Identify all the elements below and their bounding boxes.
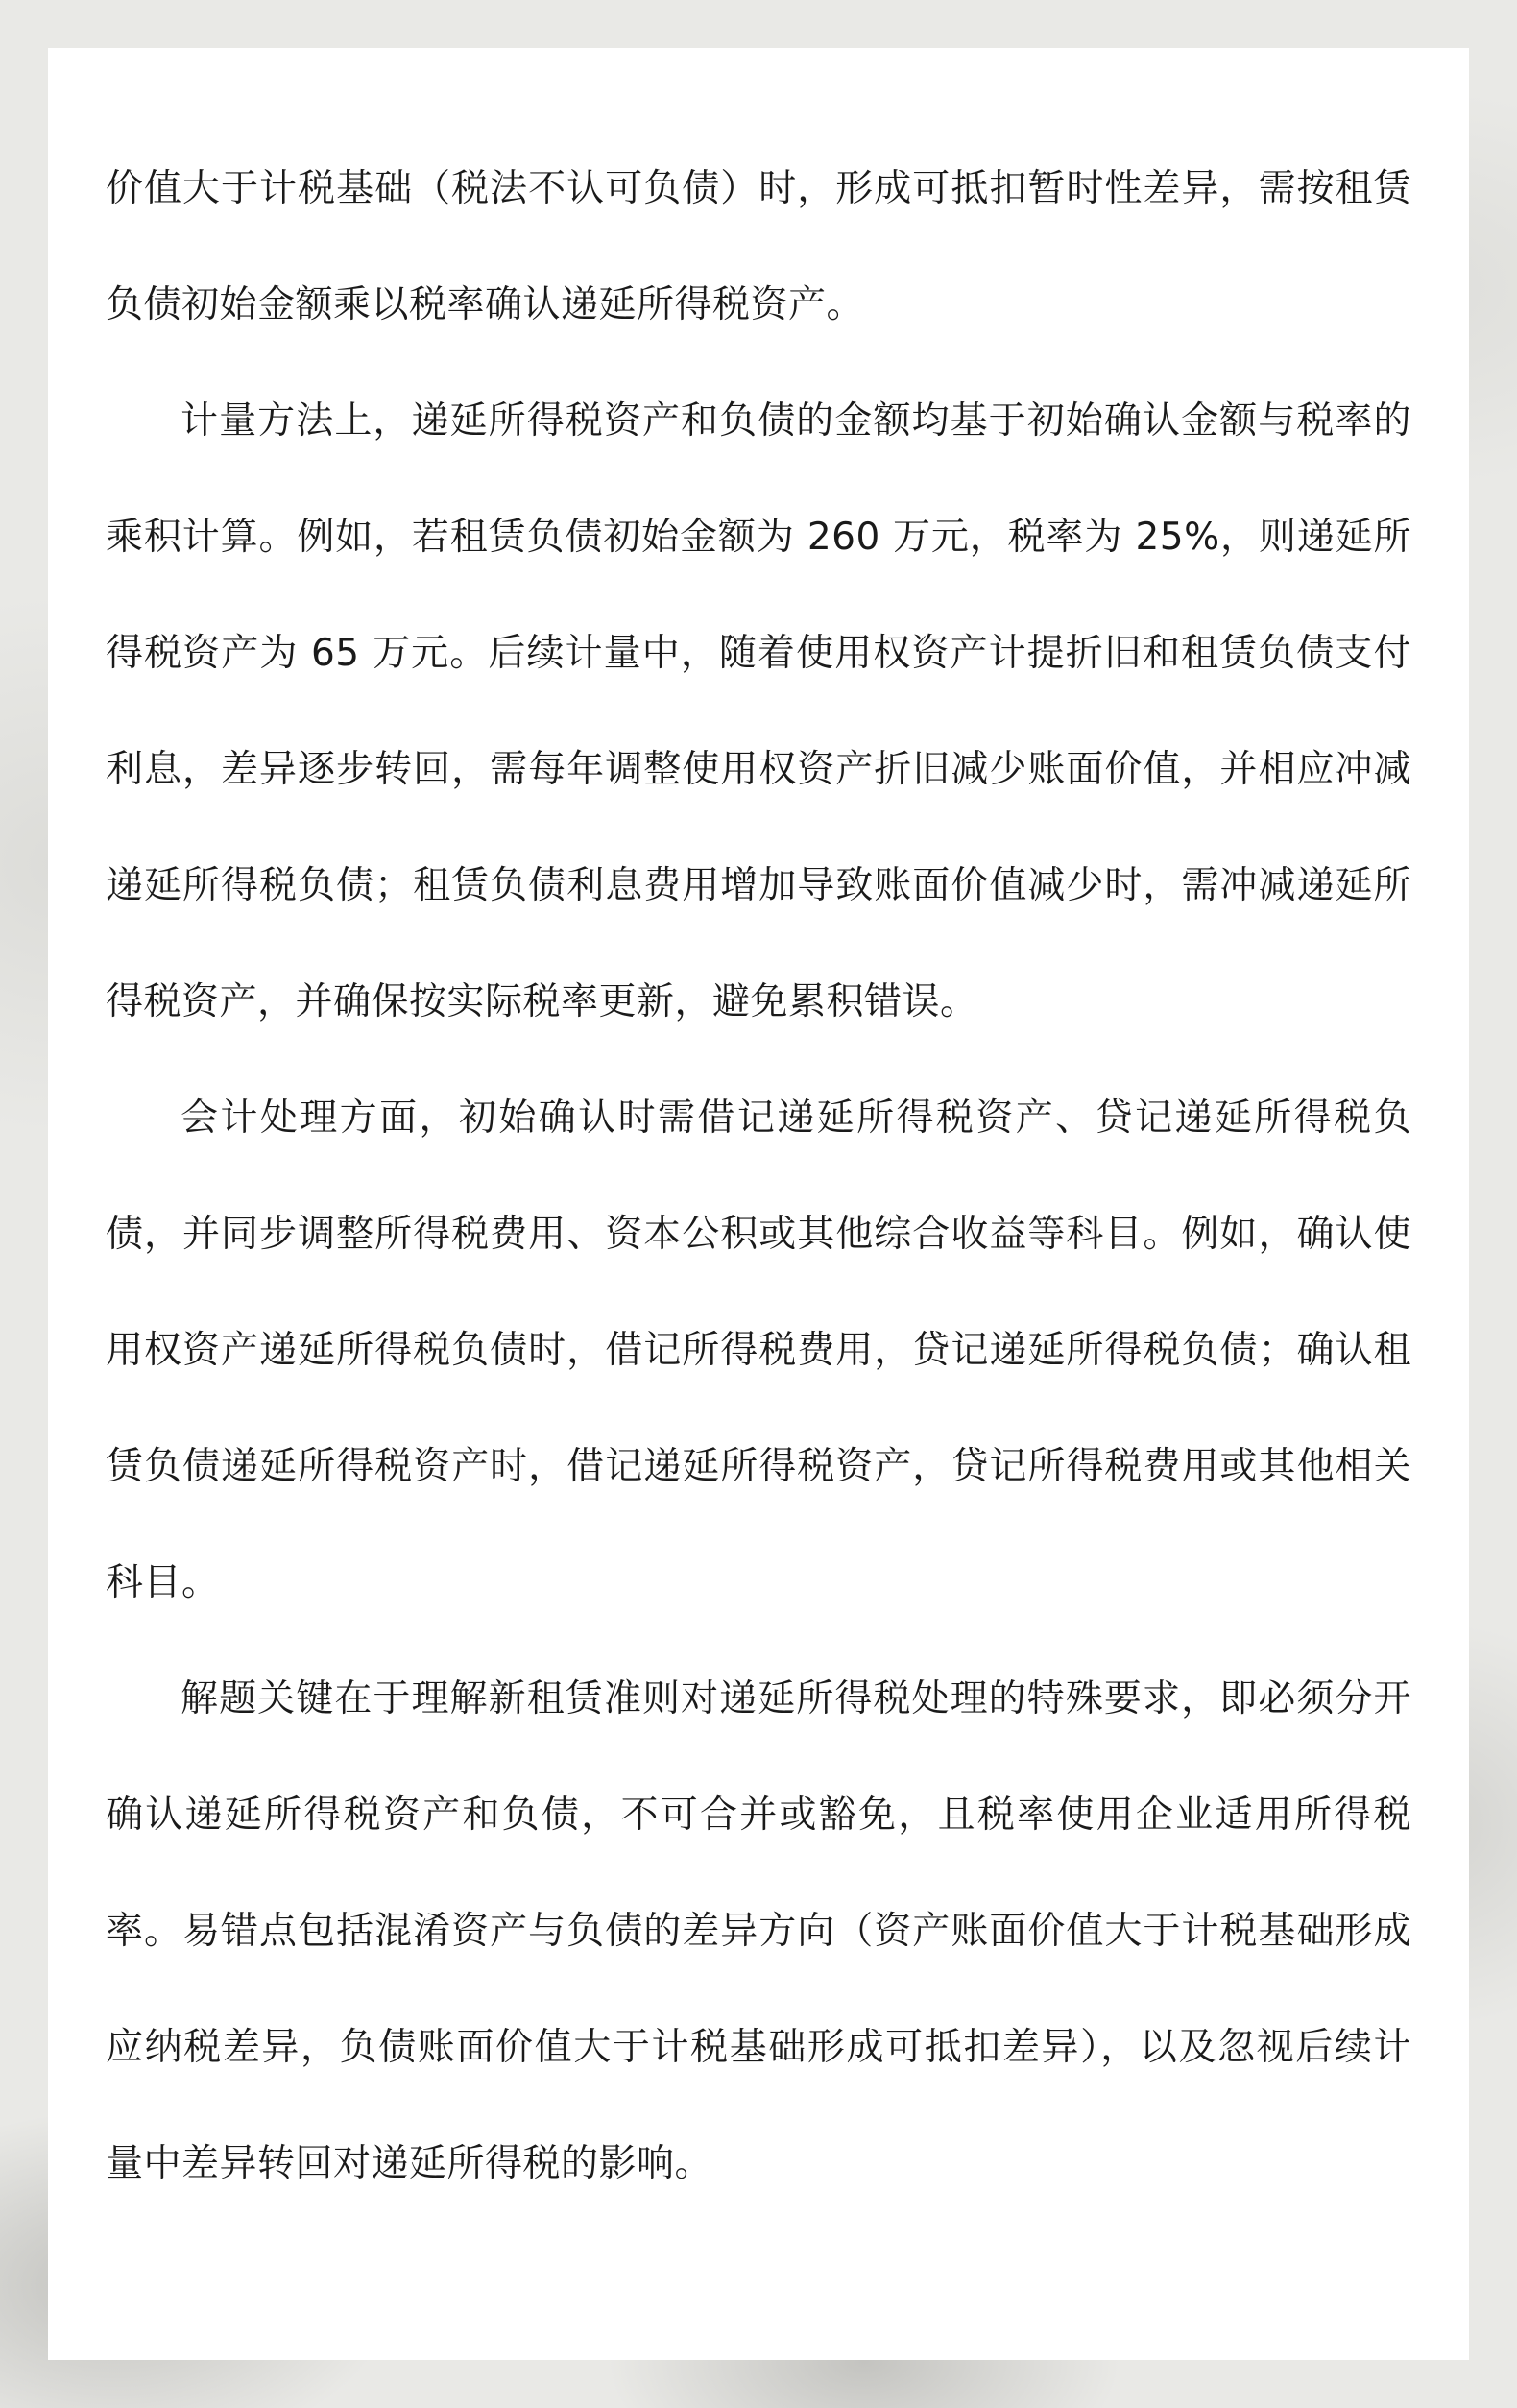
paragraph-1: 价值大于计税基础（税法不认可负债）时，形成可抵扣暂时性差异，需按租赁负债初始金额乘以税率确认递延所得税资产。: [106, 167, 1411, 326]
document-body: [106, 131, 1411, 2222]
paragraph-3: 会计处理方面，初始确认时需借记递延所得税资产、贷记递延所得税负债，并同步调整所得税费用、资本公积或其他综合收益等科目。例如，确认使用权资产递延所得税负债时，借记所得税费用，贷记递延所得税负债；确认租赁负债递延所得税资产时，借记递延所得税资产，贷记所得税费用或其他相关科目。: [106, 1096, 1411, 1604]
document-page: [48, 48, 1469, 2360]
paragraph-4: 解题关键在于理解新租赁准则对递延所得税处理的特殊要求，即必须分开确认递延所得税资产和负债，不可合并或豁免，且税率使用企业适用所得税率。易错点包括混淆资产与负债的差异方向（资产账面价值大于计税基础形成应纳税差异，负债账面价值大于计税基础形成可抵扣差异），以及忽视后续计量中差异转回对递延所得税的影响。: [106, 1677, 1411, 2185]
paragraph-2: 计量方法上，递延所得税资产和负债的金额均基于初始确认金额与税率的乘积计算。例如，若租赁负债初始金额为 260 万元，税率为 25%，则递延所得税资产为 65 万元。后续计量中，随着使用权资产计提折旧和租赁负债支付利息，差异逐步转回，需每年调整使用权资产折旧减少账面价值，并相应冲减递延所得税负债；租赁负债利息费用增加导致账面价值减少时，需冲减递延所得税资产，并确保按实际税率更新，避免累积错误。: [106, 399, 1411, 1023]
